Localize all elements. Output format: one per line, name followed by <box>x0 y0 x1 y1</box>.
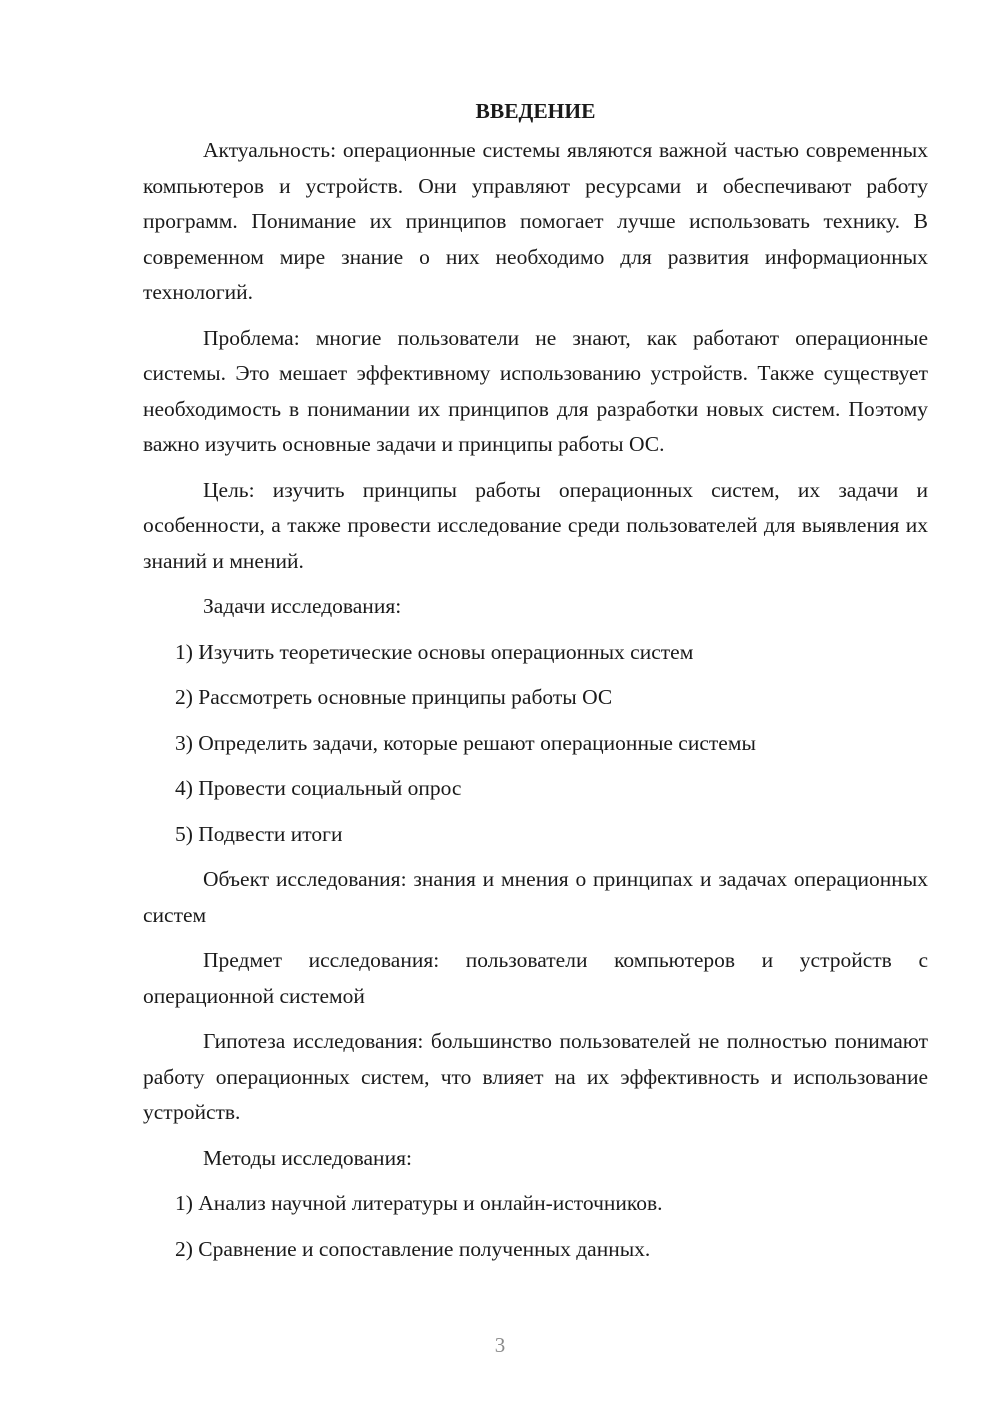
object-paragraph: Объект исследования: знания и мнения о принципах и задачах операционных систем <box>143 867 928 927</box>
task-item: 5) Подвести итоги <box>175 821 343 846</box>
method-item: 2) Сравнение и сопоставление полученных данных. <box>175 1236 651 1261</box>
methods-heading: Методы исследования: <box>203 1145 412 1170</box>
tasks-heading: Задачи исследования: <box>203 594 402 618</box>
task-item: 1) Изучить теоретические основы операционных систем <box>175 639 694 664</box>
relevance-paragraph: Актуальность: операционные системы являются важной частью современных компьютеров и устройств. Они управляют ресурсами и обеспечивают работу программ. Понимание их принципов помогает лучше использовать технику. В современном мире знание о них необходимо для развития информационных технологий. <box>143 138 928 304</box>
section-title: ВВЕДЕНИЕ <box>475 99 596 123</box>
method-item: 1) Анализ научной литературы и онлайн-источников. <box>175 1191 663 1215</box>
document-page <box>143 96 928 1277</box>
page-number: 3 <box>494 1333 506 1357</box>
goal-paragraph: Цель: изучить принципы работы операционных систем, их задачи и особенности, а также провести исследование среди пользователей для выявления их знаний и мнений. <box>143 477 928 573</box>
hypothesis-paragraph: Гипотеза исследования: большинство пользователей не полностью понимают работу операционных систем, что влияет на их эффективность и использование устройств. <box>143 1029 928 1124</box>
task-item: 2) Рассмотреть основные принципы работы ОС <box>175 685 613 709</box>
task-item: 3) Определить задачи, которые решают операционные системы <box>175 730 756 755</box>
subject-paragraph: Предмет исследования: пользователи компьютеров и устройств с операционной системой <box>143 948 928 1008</box>
task-item: 4) Провести социальный опрос <box>175 776 462 800</box>
problem-paragraph: Проблема: многие пользователи не знают, как работают операционные системы. Это мешает эффективному использованию устройств. Также существует необходимость в понимании их принципов для разработки новых систем. Поэтому важно изучить основные задачи и принципы работы ОС. <box>143 325 928 456</box>
